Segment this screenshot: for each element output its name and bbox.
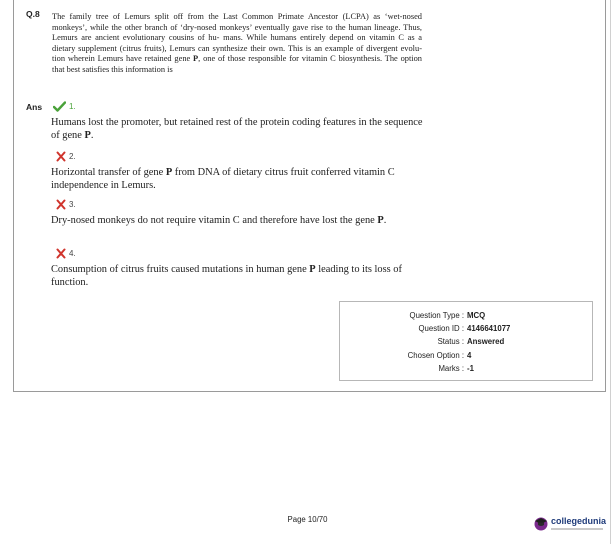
question-id-value: 4146641077 (467, 324, 511, 333)
option-2-mark (56, 151, 76, 162)
status-value: Answered (467, 337, 505, 346)
question-gene-label: P (193, 54, 199, 64)
question-text (52, 12, 422, 76)
option-3-text-part2: . (383, 215, 387, 226)
option-4-number: 4. (69, 249, 76, 258)
option-1-number: 1. (69, 102, 76, 111)
question-number: Q.8 (26, 9, 40, 19)
option-4-text-part1: Consumption of citrus fruits caused mutations in human gene (51, 264, 310, 275)
option-1-gene-label: P (84, 130, 91, 141)
cross-icon (56, 199, 66, 210)
option-1-text (51, 116, 426, 142)
question-text-part2: , one of those responsible for vitamin C biosynthesis. The option that best satisfies this information is (52, 54, 422, 74)
answer-label: Ans (26, 102, 43, 112)
option-2-text-part1: Horizontal transfer of gene (51, 167, 166, 178)
info-row-question-type (340, 311, 594, 323)
info-row-question-id (340, 324, 594, 336)
marks-label: Marks : (438, 364, 464, 373)
page-edge-rule (610, 0, 611, 544)
option-4-mark (56, 248, 76, 259)
cross-icon (56, 151, 66, 162)
option-3-number: 3. (69, 200, 76, 209)
option-2-text-part2: from DNA of dietary citrus fruit conferred vitamin C independence in Lemurs. (51, 167, 395, 191)
status-label: Status : (437, 337, 464, 346)
question-info-box (339, 301, 593, 381)
option-2-number: 2. (69, 152, 76, 161)
option-1-text-part1: Humans lost the promoter, but retained rest of the protein coding features in the sequence of gene (51, 117, 423, 141)
option-1-text-part2: . (90, 130, 94, 141)
logo-text-group (551, 516, 606, 530)
logo-tagline-bar (551, 528, 603, 530)
option-3-text-part1: Dry-nosed monkeys do not require vitamin C and therefore have lost the gene (51, 215, 378, 226)
info-row-chosen-option (340, 351, 594, 363)
question-type-label: Question Type : (409, 311, 464, 320)
chosen-option-value: 4 (467, 351, 472, 360)
graduation-cap-icon (533, 515, 549, 531)
option-2-gene-label: P (165, 167, 173, 178)
option-3-text (51, 214, 426, 227)
option-3-gene-label: P (377, 215, 384, 226)
question-id-label: Question ID : (418, 324, 464, 333)
cross-icon (56, 248, 66, 259)
info-row-status (340, 337, 594, 349)
option-3-mark (56, 199, 76, 210)
marks-value: -1 (467, 364, 474, 373)
option-2-text (51, 166, 426, 192)
logo-text: collegedunia (551, 516, 607, 526)
collegedunia-logo (533, 515, 606, 531)
question-text-part1: The family tree of Lemurs split off from the Last Common Primate Ancestor (LCPA) as ‘wet-nosed monkeys’, while the other branch of ‘dry-nosed monkeys’ eventually gave rise to the human lineage. Thus, Lemurs are ancient evolutionary cousins of hu- mans. While humans entirely depend on vitamin C as a dietary supplement (citrus fruits), Lemurs can synthesize their own. This is an example of divergent evolu- tion wherein Lemurs have retained gene (52, 12, 422, 64)
option-1-mark (53, 101, 76, 112)
option-4-text-part2: leading to its loss of function. (51, 264, 402, 288)
option-4-gene-label: P (309, 264, 316, 275)
option-4-text (51, 263, 426, 289)
chosen-option-label: Chosen Option : (407, 351, 464, 360)
check-icon (53, 101, 66, 112)
page-number: Page 10/70 (287, 515, 328, 524)
question-type-value: MCQ (467, 311, 486, 320)
info-row-marks (340, 364, 594, 376)
